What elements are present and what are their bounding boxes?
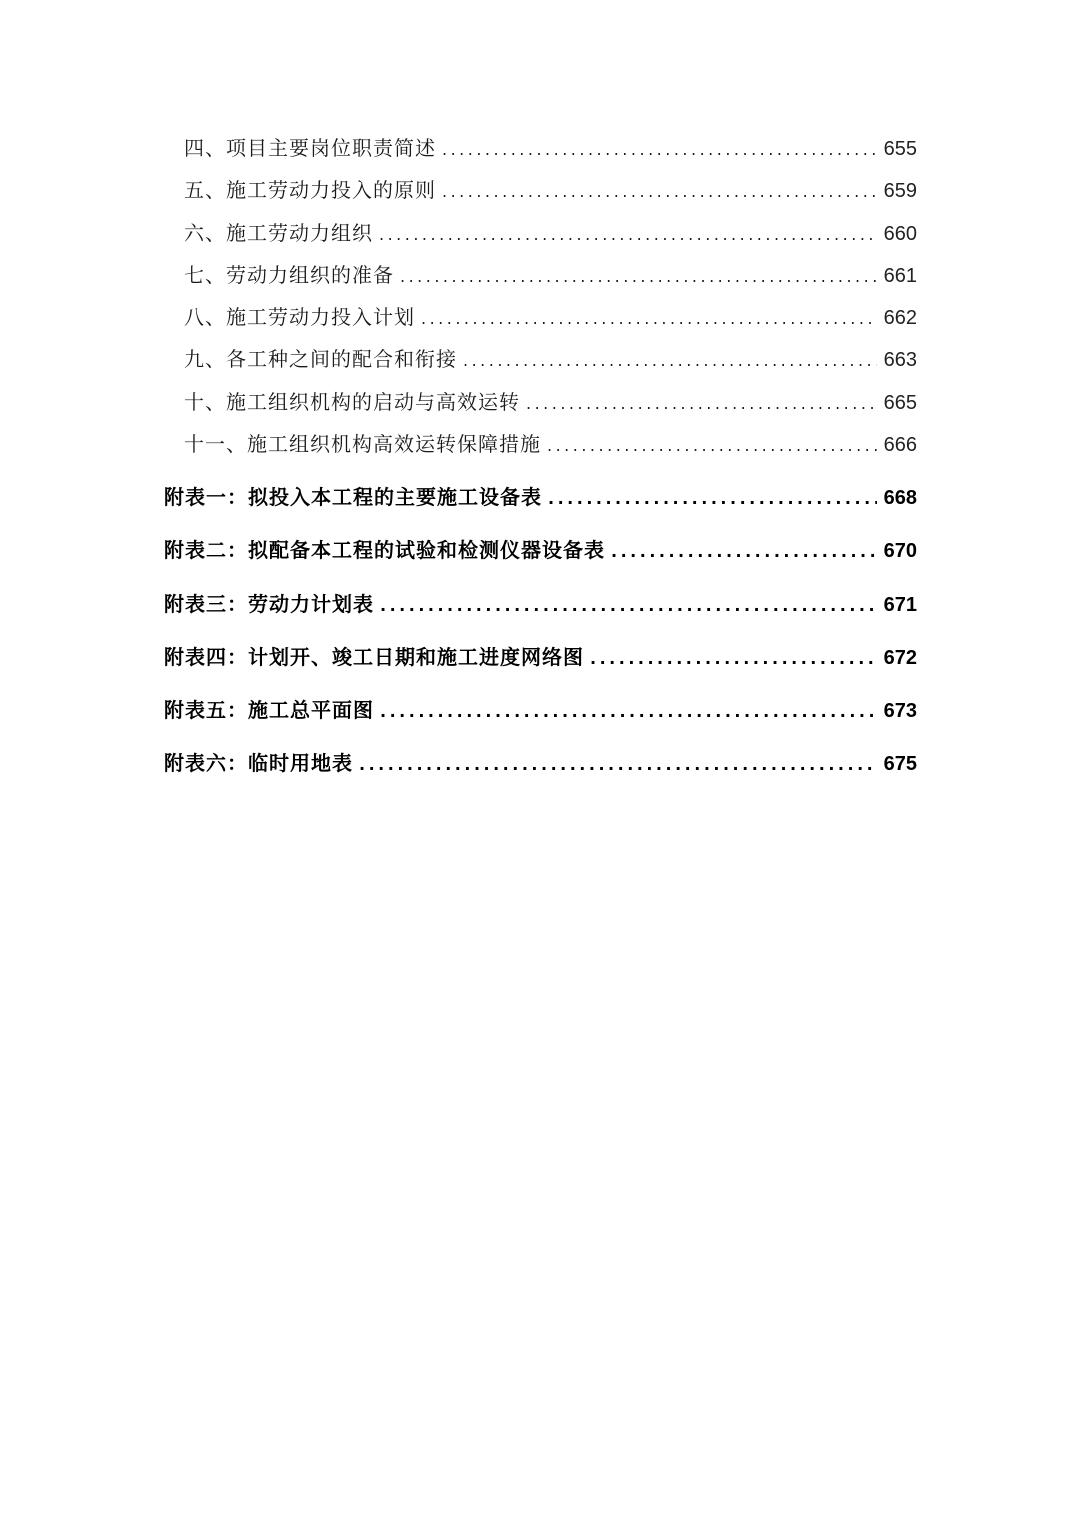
toc-entry-title: 四、项目主要岗位职责简述 bbox=[184, 136, 436, 160]
toc-dot-leader bbox=[590, 649, 877, 668]
toc-entry-title: 五、施工劳动力投入的原则 bbox=[184, 178, 436, 202]
toc-appendix-entry[interactable] bbox=[164, 534, 917, 563]
toc-dot-leader bbox=[442, 140, 877, 159]
toc-dot-leader bbox=[547, 436, 877, 455]
toc-dot-leader bbox=[380, 596, 877, 615]
toc-entry[interactable] bbox=[184, 132, 917, 161]
toc-page-number: 661 bbox=[883, 265, 917, 287]
toc-dot-leader bbox=[463, 351, 877, 370]
toc-page-number: 662 bbox=[883, 307, 917, 329]
toc-page-number: 670 bbox=[883, 540, 917, 562]
toc-entry-title: 附表三：劳动力计划表 bbox=[164, 592, 374, 616]
toc-dot-leader bbox=[421, 309, 877, 328]
toc-dot-leader bbox=[611, 542, 877, 561]
toc-appendix-entry[interactable] bbox=[164, 694, 917, 723]
toc-entry-title: 六、施工劳动力组织 bbox=[184, 221, 373, 245]
toc-entry[interactable] bbox=[184, 174, 917, 203]
toc-page-number: 659 bbox=[883, 180, 917, 202]
toc-page-number: 665 bbox=[883, 392, 917, 414]
toc-entry-title: 附表六：临时用地表 bbox=[164, 751, 353, 775]
toc-entry-title: 九、各工种之间的配合和衔接 bbox=[184, 347, 457, 371]
toc-page-number: 663 bbox=[883, 349, 917, 371]
toc-page-number: 672 bbox=[883, 647, 917, 669]
toc-entry-title: 八、施工劳动力投入计划 bbox=[184, 305, 415, 329]
toc-appendix-entry[interactable] bbox=[164, 481, 917, 510]
toc-entry-title: 附表五：施工总平面图 bbox=[164, 698, 374, 722]
toc-entry-title: 附表四：计划开、竣工日期和施工进度网络图 bbox=[164, 645, 584, 669]
toc-entry[interactable] bbox=[184, 386, 917, 415]
toc-entry-title: 附表一：拟投入本工程的主要施工设备表 bbox=[164, 485, 542, 509]
toc-page-number: 675 bbox=[883, 753, 917, 775]
toc-entry[interactable] bbox=[184, 301, 917, 330]
toc-page-number: 660 bbox=[883, 223, 917, 245]
toc-dot-leader bbox=[526, 394, 877, 413]
toc-entry[interactable] bbox=[184, 259, 917, 288]
toc-appendix-entry[interactable] bbox=[164, 641, 917, 670]
toc-entry[interactable] bbox=[184, 428, 917, 457]
toc-dot-leader bbox=[379, 225, 877, 244]
toc-page-number: 668 bbox=[883, 487, 917, 509]
toc-entry[interactable] bbox=[184, 217, 917, 246]
toc-appendix-entry[interactable] bbox=[164, 747, 917, 776]
toc-dot-leader bbox=[359, 755, 877, 774]
toc-dot-leader bbox=[442, 182, 877, 201]
toc-dot-leader bbox=[400, 267, 877, 286]
toc-dot-leader bbox=[548, 489, 877, 508]
toc-entry[interactable] bbox=[184, 343, 917, 372]
toc-page-number: 666 bbox=[883, 434, 917, 456]
toc-dot-leader bbox=[380, 702, 877, 721]
toc-entry-title: 七、劳动力组织的准备 bbox=[184, 263, 394, 287]
toc-page-number: 655 bbox=[883, 138, 917, 160]
toc-appendix-entry[interactable] bbox=[164, 588, 917, 617]
toc-page-number: 671 bbox=[883, 594, 917, 616]
toc-entry-title: 十、施工组织机构的启动与高效运转 bbox=[184, 390, 520, 414]
toc-page-number: 673 bbox=[883, 700, 917, 722]
toc-entry-title: 附表二：拟配备本工程的试验和检测仪器设备表 bbox=[164, 538, 605, 562]
toc-entry-title: 十一、施工组织机构高效运转保障措施 bbox=[184, 432, 541, 456]
